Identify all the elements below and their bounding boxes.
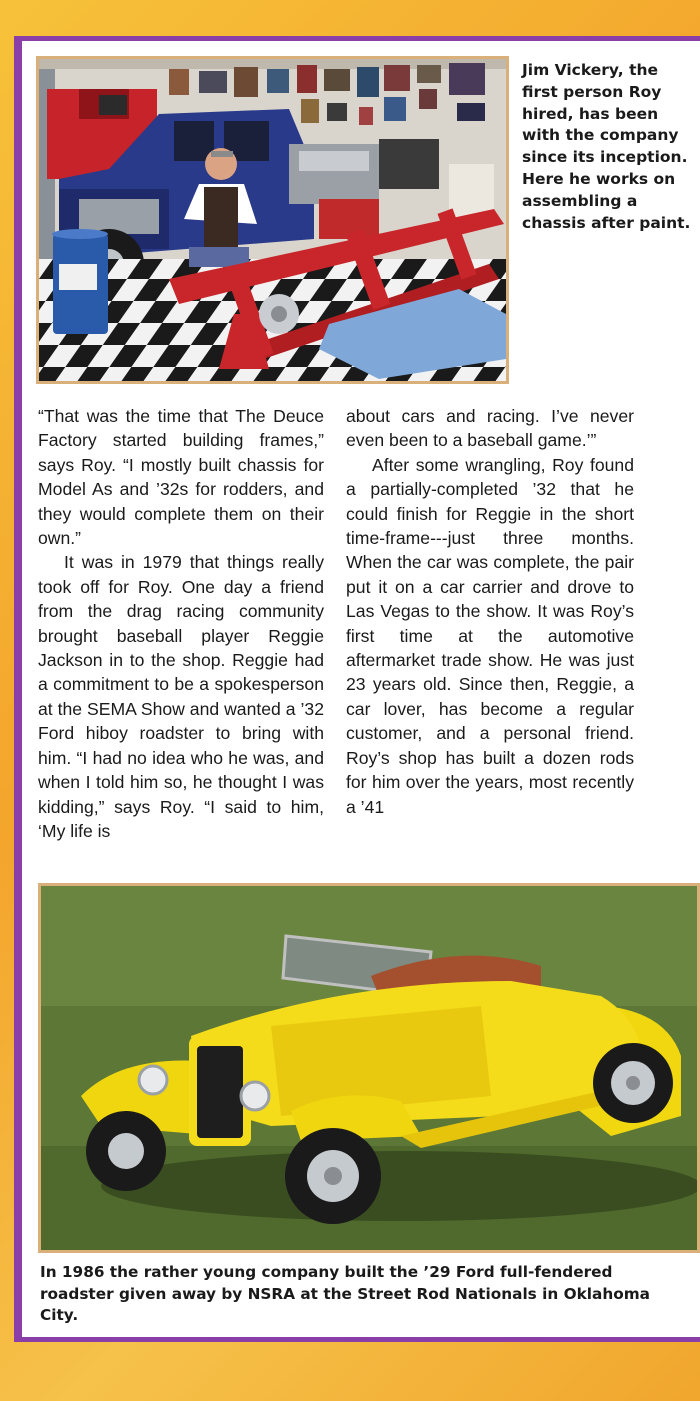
chassis-shop-photo	[36, 56, 509, 384]
yellow-roadster-photo	[38, 883, 700, 1253]
article-paragraph: about cars and racing. I’ve never even been to a baseball game.’”	[346, 406, 634, 451]
bottom-photo-caption: In 1986 the rather young company built the ’29 Ford full-fendered roadster given away by NSRA at the Street Rod Nationals in Oklahoma City.	[40, 1263, 650, 1324]
article-paragraph: “That was the time that The Deuce Factory started building frames,” says Roy. “I mostly built chassis for Model As and ’32s for rodders, and they would complete them on their own.”	[38, 406, 324, 549]
top-photo-caption: Jim Vickery, the first person Roy hired, has been with the company since its inception. Here he works on assembling a chassis after paint.	[522, 61, 691, 232]
article-column-left	[38, 404, 324, 843]
yellow-roadster-illustration	[41, 886, 697, 1250]
article-paragraph: After some wrangling, Roy found a partially-completed ’32 that he could finish for Reggie in the short time-frame---just three months. When the car was complete, the pair put it on a car carrier and drove to Las Vegas to the show. It was Roy’s first time at the automotive aftermarket trade show. He was just 23 years old. Since then, Reggie, a car lover, has become a regular customer, and a personal friend. Roy’s shop has built a dozen rods for him over the years, most recently a ’41	[346, 454, 634, 817]
chassis-shop-illustration	[39, 59, 506, 381]
article-paragraph: It was in 1979 that things really took off for Roy. One day a friend from the drag racing community brought baseball player Reggie Jackson in to the shop. Reggie had a commitment to be a spokesperson at the SEMA Show and wanted a ’32 Ford hiboy roadster to bring with him. “I had no idea who he was, and when I told him so, he thought I was kidding,” says Roy. “I said to him, ‘My life is	[38, 552, 324, 841]
article-column-right	[346, 404, 634, 819]
